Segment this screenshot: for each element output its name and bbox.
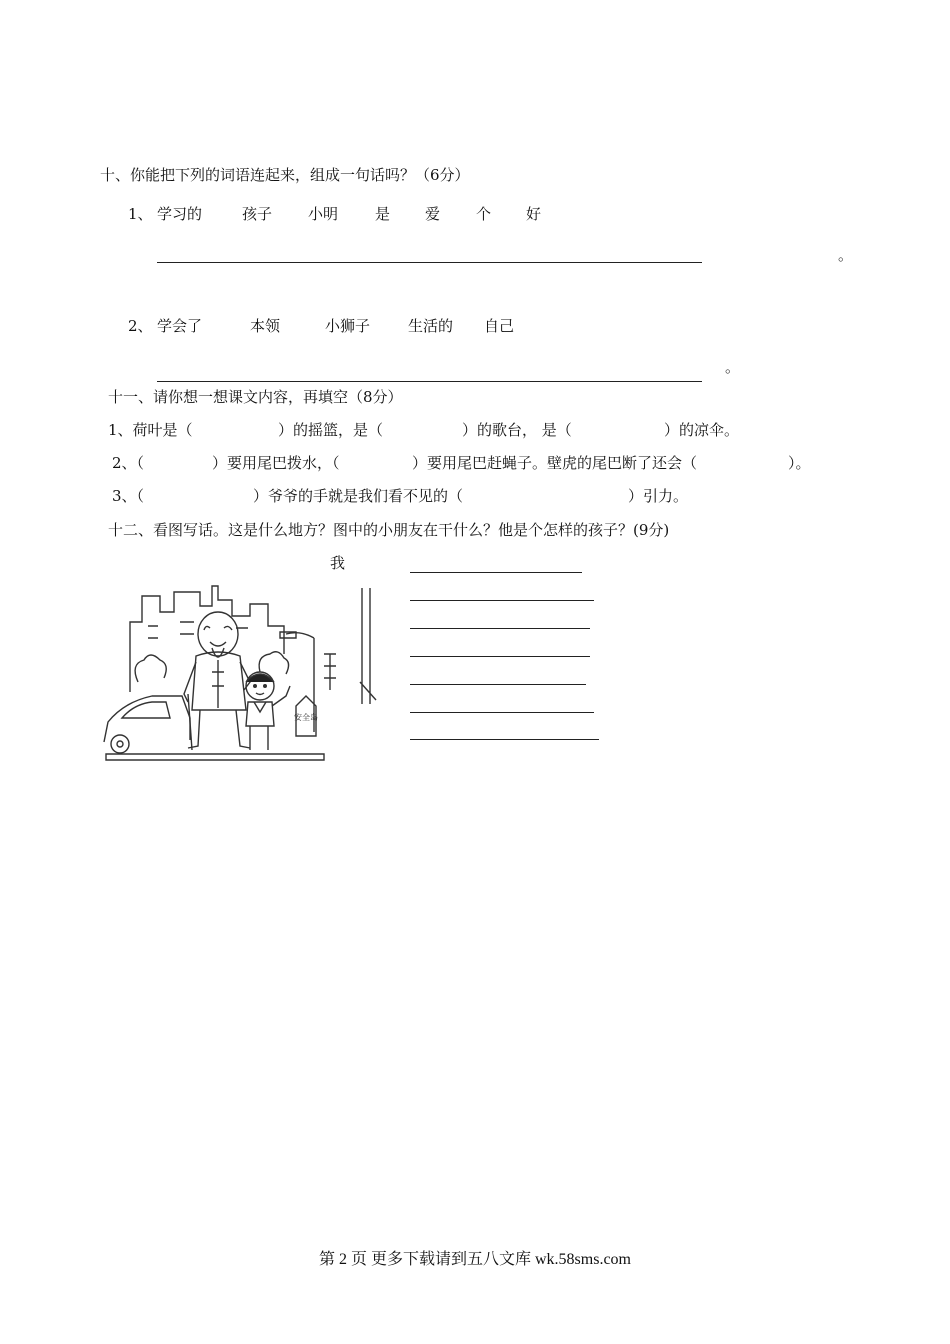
q10-title: 十、你能把下列的词语连起来，组成一句话吗？（6分） <box>100 166 470 184</box>
q11-line3-a: 3、（ <box>112 487 145 505</box>
svg-text:安全岛: 安全岛 <box>294 713 318 722</box>
q10-item2-answer-line[interactable] <box>157 381 702 382</box>
q11-line2-a: 2、（ <box>112 454 145 472</box>
q10-item2-word: 小狮子 <box>325 317 371 335</box>
page-footer: 第 2 页 更多下载请到五八文库 wk.58sms.com <box>318 1251 631 1268</box>
q11-line1-b: ）的摇篮，是（ <box>278 421 384 439</box>
q12-writing-line[interactable] <box>410 572 582 573</box>
q12-illustration <box>100 582 380 764</box>
q11-line1-d: ）的凉伞。 <box>664 421 740 439</box>
q11-line2-c: ）要用尾巴赶蝇子。壁虎的尾巴断了还会（ <box>412 454 698 472</box>
q10-item2-word: 自己 <box>484 317 515 335</box>
q12-writing-line[interactable] <box>410 600 594 601</box>
q12-writing-line[interactable] <box>410 656 590 657</box>
q10-item1-word: 好 <box>526 205 542 223</box>
q10-item2-period: 。 <box>725 358 741 376</box>
q10-item2-word: 学会了 <box>157 317 203 335</box>
q11-line3-b: ）爷爷的手就是我们看不见的（ <box>253 487 464 505</box>
q10-item1-word: 是 <box>375 205 391 223</box>
q11-line3-c: ）引力。 <box>628 487 689 505</box>
q10-item1-word: 爱 <box>425 205 441 223</box>
q10-item2-number: 2、 <box>128 317 153 335</box>
q12-writing-line[interactable] <box>410 684 586 685</box>
q10-item1-word: 小明 <box>308 205 339 223</box>
q10-item1-word: 学习的 <box>157 205 203 223</box>
q11-line2-d: ）。 <box>788 454 811 472</box>
q12-start-word: 我 <box>330 554 346 572</box>
q12-writing-line[interactable] <box>410 628 590 629</box>
q10-item1-number: 1、 <box>128 205 153 223</box>
q10-item1-word: 个 <box>476 205 492 223</box>
q10-item1-word: 孩子 <box>242 205 273 223</box>
q10-item2-word: 本领 <box>250 317 281 335</box>
q10-item2-word: 生活的 <box>408 317 454 335</box>
q10-item1-answer-line[interactable] <box>157 262 702 263</box>
q11-line2-b: ）要用尾巴拨水，（ <box>212 454 340 472</box>
q11-title: 十一、请你想一想课文内容，再填空（8分） <box>108 388 403 406</box>
q11-line1-a: 1、荷叶是（ <box>108 421 193 439</box>
q11-line1-c: ）的歌台， 是（ <box>462 421 572 439</box>
q12-writing-line[interactable] <box>410 739 599 740</box>
q10-item1-period: 。 <box>838 246 854 264</box>
q12-writing-line[interactable] <box>410 712 594 713</box>
q12-title: 十二、看图写话。这是什么地方？图中的小朋友在干什么？他是个怎样的孩子？(9分) <box>108 521 670 539</box>
